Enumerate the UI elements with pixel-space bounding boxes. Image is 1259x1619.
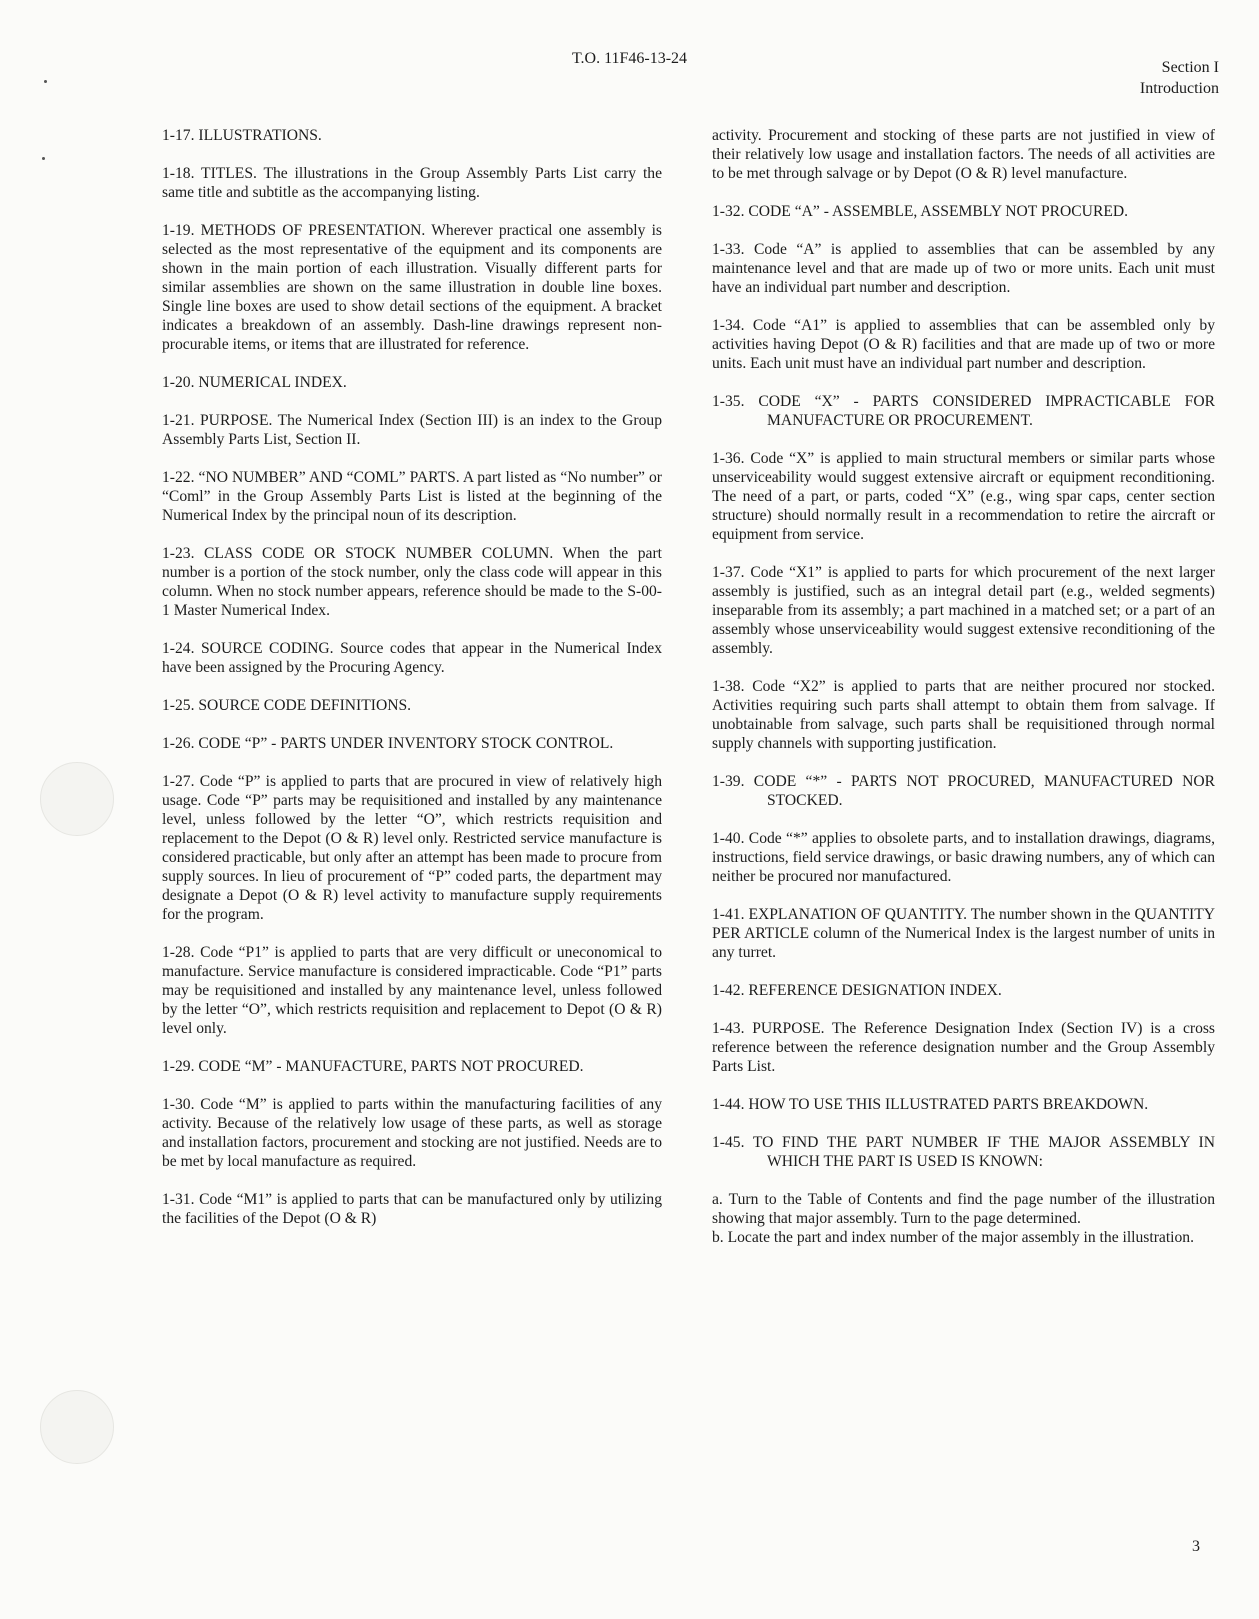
paragraph: activity. Procurement and stocking of these parts are not justified in view of their relatively low usage and installation factors. The needs of all activities are to be met through salvage or by Depot (O & R) level manufacture. [712, 127, 1215, 182]
right-column [712, 126, 1215, 1247]
paragraph: 1-18. TITLES. The illustrations in the Group Assembly Parts List carry the same title and subtitle as the accompanying listing. [162, 165, 662, 201]
section-heading [1140, 57, 1219, 99]
section-heading: 1-44. HOW TO USE THIS ILLUSTRATED PARTS BREAKDOWN. [712, 1096, 1149, 1113]
paragraph: 1-40. Code “*” applies to obsolete parts, and to installation drawings, diagrams, instructions, field service drawings, or basic drawing numbers, any of which can neither be procured nor manufactured. [712, 830, 1215, 885]
paragraph: 1-38. Code “X2” is applied to parts that are neither procured nor stocked. Activities requiring such parts shall attempt to obtain them from salvage. If unobtainable from salvage, such parts shall be requisitioned through normal supply channels with supporting justification. [712, 678, 1215, 752]
section-heading: 1-45. TO FIND THE PART NUMBER IF THE MAJOR ASSEMBLY IN WHICH THE PART IS USED IS KNOWN: [712, 1134, 1215, 1170]
paragraph: 1-21. PURPOSE. The Numerical Index (Section III) is an index to the Group Assembly Parts List, Section II. [162, 412, 662, 448]
paragraph: b. Locate the part and index number of the major assembly in the illustration. [712, 1229, 1194, 1246]
paragraph: 1-41. EXPLANATION OF QUANTITY. The number shown in the QUANTITY PER ARTICLE column of the Numerical Index is the largest number of units in any turret. [712, 906, 1215, 961]
section-heading: 1-26. CODE “P” - PARTS UNDER INVENTORY STOCK CONTROL. [162, 735, 614, 752]
scan-mark [44, 80, 47, 83]
section-heading: 1-25. SOURCE CODE DEFINITIONS. [162, 697, 412, 714]
section-heading: 1-39. CODE “*” - PARTS NOT PROCURED, MANUFACTURED NOR STOCKED. [712, 773, 1215, 809]
section-label: Section I [1161, 59, 1219, 76]
paragraph: 1-31. Code “M1” is applied to parts that can be manufactured only by utilizing the facilities of the Depot (O & R) [162, 1191, 662, 1227]
paragraph: 1-23. CLASS CODE OR STOCK NUMBER COLUMN. When the part number is a portion of the stock number, only the class code will appear in this column. When no stock number appears, reference should be made to the S-00-1 Master Numerical Index. [162, 545, 662, 619]
paragraph: 1-43. PURPOSE. The Reference Designation Index (Section IV) is a cross reference between the reference designation number and the Group Assembly Parts List. [712, 1020, 1215, 1075]
section-title: Introduction [1139, 80, 1219, 97]
section-heading: 1-17. ILLUSTRATIONS. [162, 127, 322, 144]
paragraph: 1-22. “NO NUMBER” AND “COML” PARTS. A part listed as “No number” or “Coml” in the Group Assembly Parts List is listed at the beginning of the Numerical Index by the principal noun of its description. [162, 469, 662, 524]
document-number: T.O. 11F46-13-24 [571, 50, 688, 67]
paragraph: 1-19. METHODS OF PRESENTATION. Wherever practical one assembly is selected as the most representative of the equipment and its components are shown in the main portion of each illustration. Visually different parts for similar assemblies are shown on the same illustration in double line boxes. Single line boxes are used to show detail sections of the equipment. A bracket indicates a breakdown of an assembly. Dash-line drawings represent non-procurable items, or items that are illustrated for reference. [162, 222, 662, 353]
paragraph: 1-34. Code “A1” is applied to assemblies that can be assembled only by activities having Depot (O & R) facilities and that are made up of two or more units. Each unit must have an individual part number and description. [712, 317, 1215, 372]
section-heading: 1-20. NUMERICAL INDEX. [162, 374, 347, 391]
section-heading: 1-42. REFERENCE DESIGNATION INDEX. [712, 982, 1002, 999]
paragraph: a. Turn to the Table of Contents and find the page number of the illustration showing that major assembly. Turn to the page determined. [712, 1191, 1215, 1227]
scan-mark [42, 157, 45, 160]
section-heading: 1-32. CODE “A” - ASSEMBLE, ASSEMBLY NOT PROCURED. [712, 203, 1129, 220]
paragraph: 1-33. Code “A” is applied to assemblies that can be assembled by any maintenance level and that are made up of two or more units. Each unit must have an individual part number and description. [712, 241, 1215, 296]
section-heading: 1-29. CODE “M” - MANUFACTURE, PARTS NOT PROCURED. [162, 1058, 584, 1075]
paragraph: 1-28. Code “P1” is applied to parts that are very difficult or uneconomical to manufacture. Service manufacture is considered impracticable. Code “P1” parts may be requisitioned and installed by any maintenance level, unless followed by the letter “O”, which restricts requisition and replacement to Depot (O & R) level only. [162, 944, 662, 1037]
left-column [162, 126, 662, 1247]
paragraph: 1-27. Code “P” is applied to parts that are procured in view of relatively high usage. Code “P” parts may be requisitioned and installed by any maintenance level, unless followed by the letter “O”, which restricts requisition and replacement to the Depot (O & R) level only. Restricted service manufacture is considered practicable, but only after an attempt has been made to procure from supply sources. In lieu of procurement of “P” coded parts, the department may designate a Depot (O & R) level activity to manufacture supply requirements for the program. [162, 773, 662, 923]
paragraph: 1-30. Code “M” is applied to parts within the manufacturing facilities of any activity. Because of the relatively low usage of these parts, as well as storage and installation factors, procurement and stocking are not justified. Needs are to be met by local manufacture as required. [162, 1096, 662, 1170]
binder-hole [40, 762, 114, 836]
section-heading: 1-35. CODE “X” - PARTS CONSIDERED IMPRACTICABLE FOR MANUFACTURE OR PROCUREMENT. [712, 393, 1215, 429]
paragraph: 1-37. Code “X1” is applied to parts for which procurement of the next larger assembly is justified, such as an integral detail part (e.g., welded segments) inseparable from its assembly; a part machined in a matched set; or a part of an assembly whose unserviceability would suggest extensive reconditioning of the assembly. [712, 564, 1215, 657]
binder-hole [40, 1390, 114, 1464]
page-number: 3 [1192, 1538, 1200, 1555]
paragraph: 1-24. SOURCE CODING. Source codes that appear in the Numerical Index have been assigned by the Procuring Agency. [162, 640, 662, 676]
paragraph: 1-36. Code “X” is applied to main structural members or similar parts whose unserviceability would suggest extensive aircraft or equipment reconditioning. The need of a part, or parts, coded “X” (e.g., wing spar caps, center section structure) should normally result in a recommendation to retire the aircraft or equipment from service. [712, 450, 1215, 543]
